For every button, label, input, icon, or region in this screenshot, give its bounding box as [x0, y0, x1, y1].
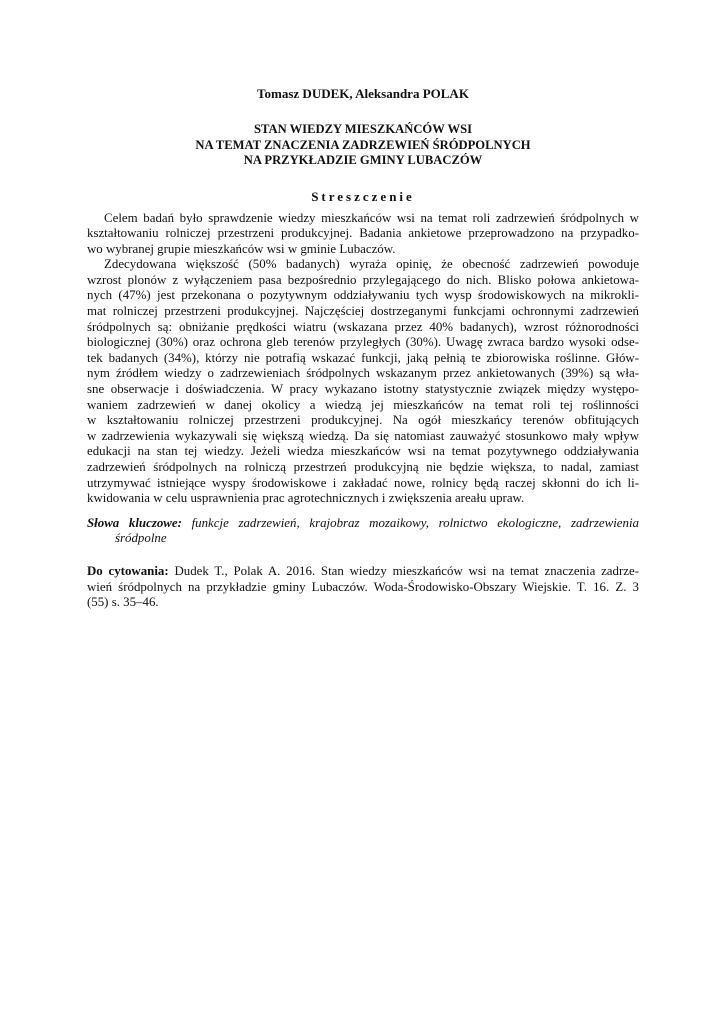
keywords-text: śródpolne: [115, 531, 167, 546]
text-line: śródpolnych są: obniżanie prędkości wiatru (wskazana przez 40% badanych), wzrost różnorodności: [87, 319, 639, 334]
citation-text: wień śródpolnych na przykładzie gminy Lubaczów. Woda-Środowisko-Obszary Wiejskie. T. 16. Z. 3: [87, 579, 639, 594]
text-line: kształtowaniu rolniczej przestrzeni produkcyjnej. Badania ankietowe przeprowadzono na przypadko-: [87, 226, 639, 241]
citation: [87, 564, 639, 611]
text-line: w zadrzewienia wykazywali się większą wiedzą. Da się natomiast zauważyć stosunkowo mały wpływ: [87, 428, 639, 443]
text-line: zadrzewień śródpolnych na rolniczą przestrzeń produkcyjną nie będzie większa, to nadal, zamiast: [87, 460, 639, 474]
citation-label: Do cytowania:: [87, 563, 169, 578]
text-line: mat rolniczej przestrzeni produkcyjnej. Najczęściej dostrzeganymi funkcjami ochronnymi zadrzewień: [87, 304, 639, 319]
title-line: NA PRZYKŁADZIE GMINY LUBACZÓW: [243, 153, 483, 167]
text-line: utrzymywać istniejące wyspy środowiskowe i zakładać nowe, rolnicy będą raczej skłonni do ich li-: [87, 475, 639, 490]
text-line: sne obserwacje i doświadczenia. W pracy wykazano istotny statystycznie związek między występo-: [87, 382, 639, 397]
text-line: biologicznej (30%) oraz ochrona gleb terenów przyległych (30%). Uwagę zwraca bardzo wysoki odse-: [87, 335, 639, 350]
abstract-heading: Streszczenie: [311, 188, 415, 204]
keywords-line: [87, 516, 639, 532]
text-line: kwidowania w celu usprawnienia prac agrotechnicznych i zwiększenia areału upraw.: [87, 491, 525, 506]
authors: Tomasz DUDEK, Aleksandra POLAK: [257, 86, 469, 101]
text-line: nych (47%) jest przekonana o pozytywnym oddziaływaniu tych wysp środowiskowych na mikrokli-: [87, 288, 639, 303]
keywords: [87, 516, 639, 547]
abstract-paragraph-1: [87, 211, 639, 258]
abstract-paragraph-2: [87, 257, 639, 507]
text-line: Zdecydowana większość (50% badanych) wyraża opinię, że obecność zadrzewień powoduje: [104, 257, 639, 272]
text-line: waniem zadrzewień w danej okolicy a wiedzą jej mieszkańców na temat roli tej roślinności: [87, 397, 639, 412]
abstract: [87, 211, 639, 507]
keywords-text: funkcje zadrzewień, krajobraz mozaikowy, rolnictwo ekologiczne, zadrzewienia: [191, 515, 639, 530]
text-line: w kształtowaniu rolniczej przestrzeni produkcyjnej. Na ogół mieszkańcy terenów obfitujących: [87, 413, 639, 428]
citation-text: Dudek T., Polak A. 2016. Stan wiedzy mieszkańców wsi na temat znaczenia zadrze-: [174, 563, 639, 578]
text-line: wo wybranej grupie mieszkańców wsi w gminie Lubaczów.: [87, 241, 396, 256]
article-first-page: [87, 86, 639, 611]
citation-line: [87, 564, 639, 580]
text-line: wzrost plonów z wyłączeniem pasa bezpośrednio przylegającego do nich. Blisko połowa ankietowa-: [87, 272, 639, 287]
keywords-label: Słowa kluczowe:: [87, 515, 182, 530]
text-line: edukacji na stan tej wiedzy. Jeżeli wiedza mieszkańców wsi na temat pozytywnego oddziaływania: [87, 444, 639, 459]
article-title: [87, 122, 639, 169]
text-line: Celem badań było sprawdzenie wiedzy mieszkańców wsi na temat roli zadrzewień śródpolnych w: [104, 210, 639, 225]
title-line: NA TEMAT ZNACZENIA ZADRZEWIEŃ ŚRÓDPOLNYCH: [195, 137, 531, 152]
citation-text: (55) s. 35–46.: [87, 595, 159, 610]
text-line: tek badanych (34%), którzy nie potrafią wskazać funkcji, jaką pełnią te zbiorowiska roślinne. Głów-: [87, 350, 639, 365]
text-line: nym źródłem wiedzy o zadrzewieniach śródpolnych wskazanym przez ankietowanych (39%) są wła-: [87, 366, 639, 381]
title-line: STAN WIEDZY MIESZKAŃCÓW WSI: [254, 122, 472, 136]
